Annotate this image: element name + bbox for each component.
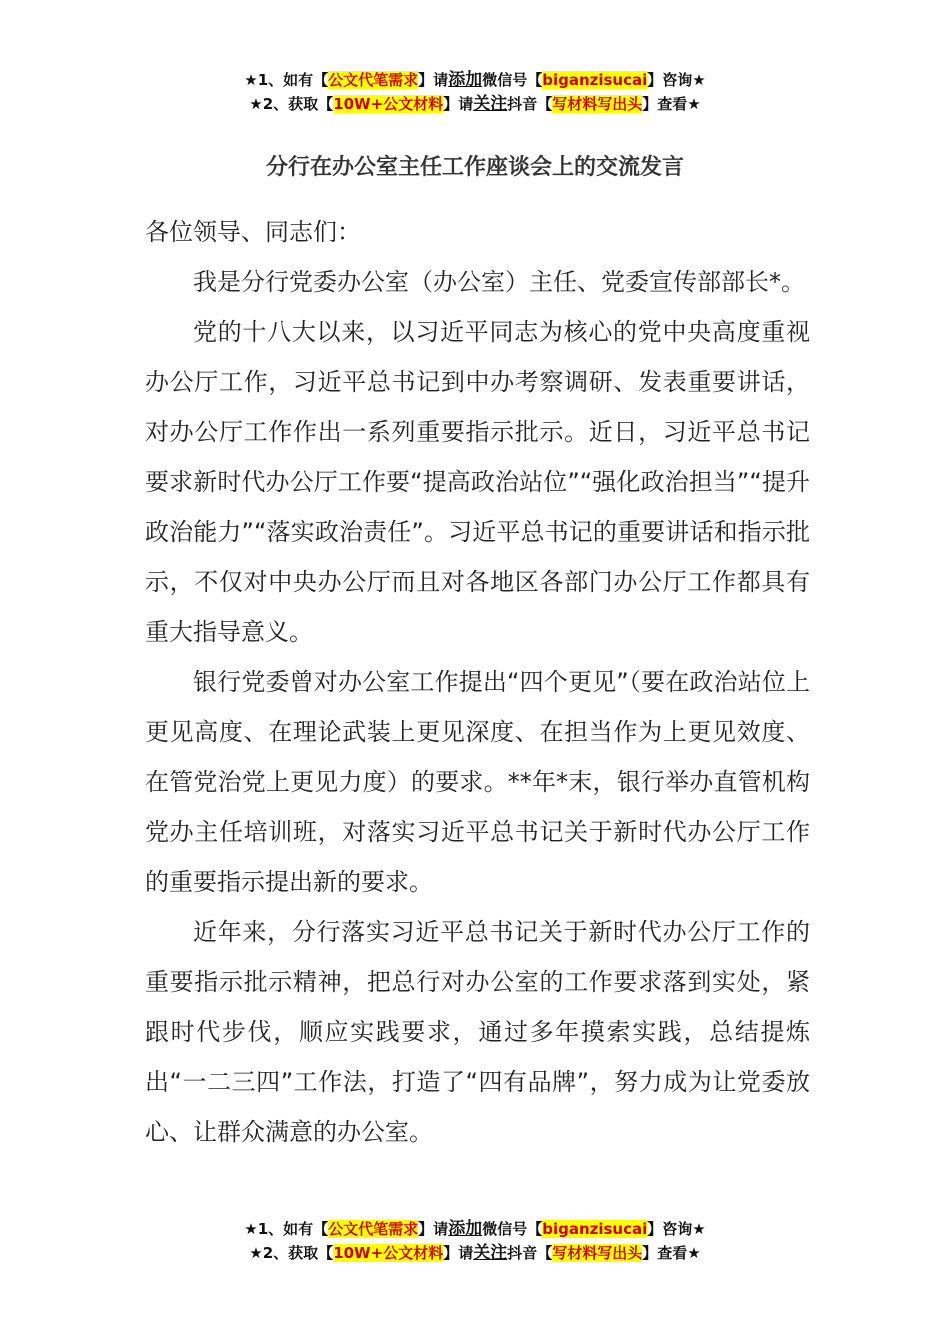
ad-highlight: 公文代笔需求	[328, 1220, 419, 1238]
ad-highlight: 公文代笔需求	[328, 71, 419, 89]
footer-ad-line-2	[0, 1241, 950, 1265]
ad-highlight: 10W+公文材料	[333, 95, 444, 113]
paragraph: 我是分行党委办公室（办公室）主任、党委宣传部部长*。	[193, 268, 805, 296]
ad-text: 】查看★	[642, 1244, 701, 1262]
ad-text: 】请	[418, 71, 449, 89]
ad-highlight: 10W+公文材料	[333, 1244, 444, 1262]
header-ad-line-1	[0, 68, 950, 92]
ad-text: 抖音【	[507, 95, 553, 113]
ad-text: 】查看★	[642, 95, 701, 113]
header-ad	[0, 68, 950, 116]
ad-text: 抖音【	[507, 1244, 553, 1262]
ad-text: 】请	[443, 1244, 474, 1262]
ad-text: 】咨询★	[647, 1220, 706, 1238]
document-title: 分行在办公室主任工作座谈会上的交流发言	[265, 155, 684, 180]
ad-text: 】请	[443, 95, 474, 113]
ad-text: ★1、如有【	[244, 71, 329, 89]
ad-douyin-account: 写材料写出头	[552, 95, 643, 113]
footer-ad-line-1	[0, 1217, 950, 1241]
ad-text: ★1、如有【	[244, 1220, 329, 1238]
paragraph: 党的十八大以来，以习近平同志为核心的党中央高度重视办公厅工作，习近平总书记到中办考察调研、发表重要讲话，对办公厅工作作出一系列重要指示批示。近日，习近平总书记要求新时代办公厅工作要“提高政治站位”“强化政治担当”“提升政治能力”“落实政治责任”。习近平总书记的重要讲话和指示批示，不仅对中央办公厅而且对各地区各部门办公厅工作都具有重大指导意义。	[145, 318, 810, 646]
ad-text: 微信号【	[482, 1220, 543, 1238]
footer-ad	[0, 1217, 950, 1265]
ad-wechat-id: biganzisucai	[542, 71, 648, 89]
ad-wechat-id: biganzisucai	[542, 1220, 648, 1238]
ad-underlined: 添加	[448, 70, 483, 90]
ad-underlined: 关注	[473, 1243, 508, 1263]
document-body	[145, 207, 810, 1157]
ad-underlined: 添加	[448, 1219, 483, 1239]
ad-text: ★2、获取【	[249, 95, 334, 113]
ad-underlined: 关注	[473, 94, 508, 114]
paragraph: 银行党委曾对办公室工作提出“四个更见”（要在政治站位上更见高度、在理论武装上更见深度、在担当作为上更见效度、在管党治党上更见力度）的要求。**年*末，银行举办直管机构党办主任培训班，对落实习近平总书记关于新时代办公厅工作的重要指示提出新的要求。	[145, 668, 810, 896]
paragraph: 近年来，分行落实习近平总书记关于新时代办公厅工作的重要指示批示精神，把总行对办公室的工作要求落到实处，紧跟时代步伐，顺应实践要求，通过多年摸索实践，总结提炼出“一二三四”工作法，打造了“四有品牌”，努力成为让党委放心、让群众满意的办公室。	[145, 918, 810, 1146]
ad-text: 】请	[418, 1220, 449, 1238]
ad-text: 】咨询★	[647, 71, 706, 89]
ad-text: 微信号【	[482, 71, 543, 89]
greeting: 各位领导、同志们：	[145, 218, 361, 246]
header-ad-line-2	[0, 92, 950, 116]
ad-douyin-account: 写材料写出头	[552, 1244, 643, 1262]
ad-text: ★2、获取【	[249, 1244, 334, 1262]
